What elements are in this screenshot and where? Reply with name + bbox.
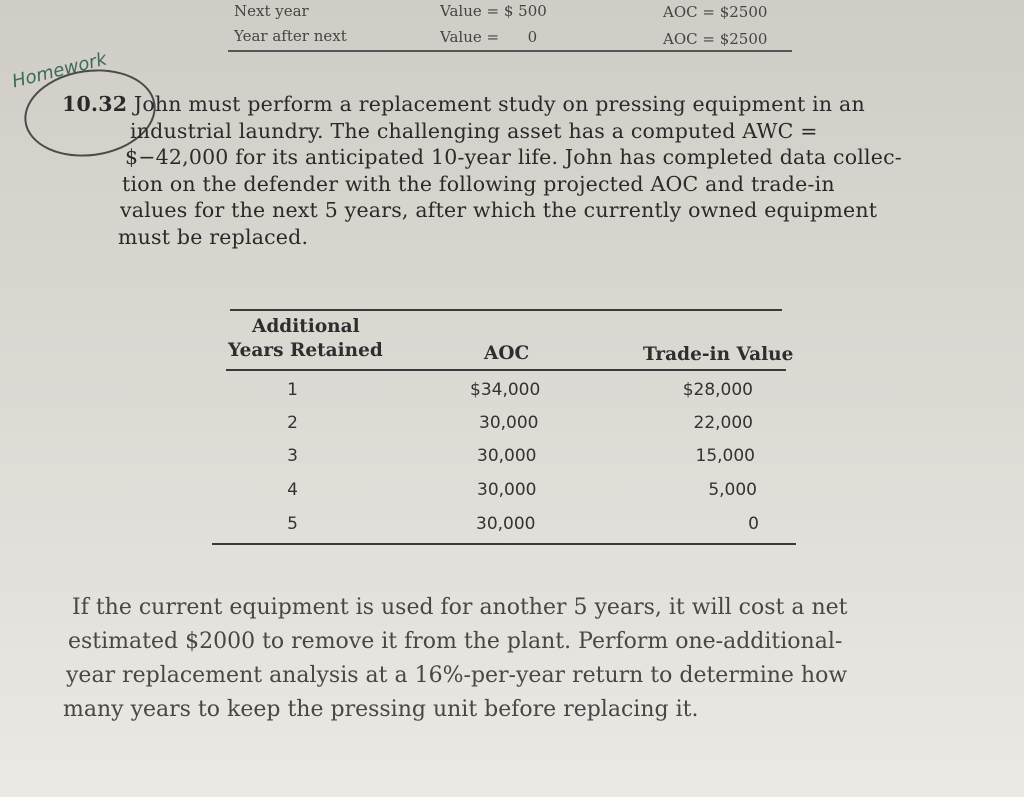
problem-line-6: must be replaced. [118, 224, 309, 249]
cell-year: 5 [287, 514, 298, 534]
snippet-label-2: Year after next [234, 27, 347, 45]
followup-line-2: estimated $2000 to remove it from the plant. Perform one-additional- [68, 629, 843, 654]
snippet-rule [228, 50, 792, 52]
cell-aoc: 30,000 [479, 413, 539, 433]
problem-line-5: values for the next 5 years, after which the currently owned equipment [120, 198, 878, 222]
snippet-value-1: Value = $ 500 [440, 2, 547, 20]
header-years-line1: Additional [252, 316, 360, 337]
homework-annotation: Homework [10, 48, 109, 93]
problem-line-2: industrial laundry. The challenging asset has a computed AWC = [130, 118, 818, 143]
cell-trade-in: 0 [748, 514, 759, 534]
snippet-value-2: Value = 0 [440, 28, 538, 46]
problem-line-3: $−42,000 for its anticipated 10-year life. John has completed data collec- [125, 145, 902, 169]
followup-paragraph [63, 591, 848, 727]
cell-aoc: 30,000 [476, 514, 536, 534]
cell-year: 2 [287, 413, 298, 433]
cell-year: 1 [287, 380, 298, 400]
cell-trade-in: 15,000 [695, 446, 755, 466]
followup-line-4: many years to keep the pressing unit before replacing it. [63, 697, 699, 722]
problem-statement [62, 91, 902, 250]
followup-line-1: If the current equipment is used for another 5 years, it will cost a net [72, 595, 848, 620]
followup-line-3: year replacement analysis at a 16%-per-year return to determine how [66, 663, 848, 688]
cell-trade-in: 5,000 [708, 480, 757, 500]
cell-trade-in: $28,000 [682, 380, 753, 400]
cell-aoc: 30,000 [477, 480, 537, 500]
table-top-rule [230, 309, 782, 311]
problem-number: 10.32 [62, 92, 128, 116]
header-aoc: AOC [484, 343, 530, 364]
problem-line-1 [62, 91, 902, 118]
header-years-line2: Years Retained [228, 340, 383, 361]
snippet-aoc-2: AOC = $2500 [663, 30, 768, 48]
cell-trade-in: 22,000 [693, 413, 753, 433]
cell-aoc: $34,000 [470, 380, 541, 400]
cell-aoc: 30,000 [477, 446, 537, 466]
cell-year: 4 [287, 480, 298, 500]
table-header-rule [226, 369, 786, 371]
snippet-label-1: Next year [234, 2, 309, 20]
snippet-aoc-1: AOC = $2500 [663, 3, 768, 21]
header-trade-in: Trade-in Value [643, 344, 794, 365]
cell-year: 3 [287, 446, 298, 466]
problem-line-1-text: John must perform a replacement study on pressing equipment in an [133, 92, 865, 116]
problem-line-4: tion on the defender with the following projected AOC and trade-in [122, 171, 835, 196]
table-bottom-rule [212, 543, 796, 545]
